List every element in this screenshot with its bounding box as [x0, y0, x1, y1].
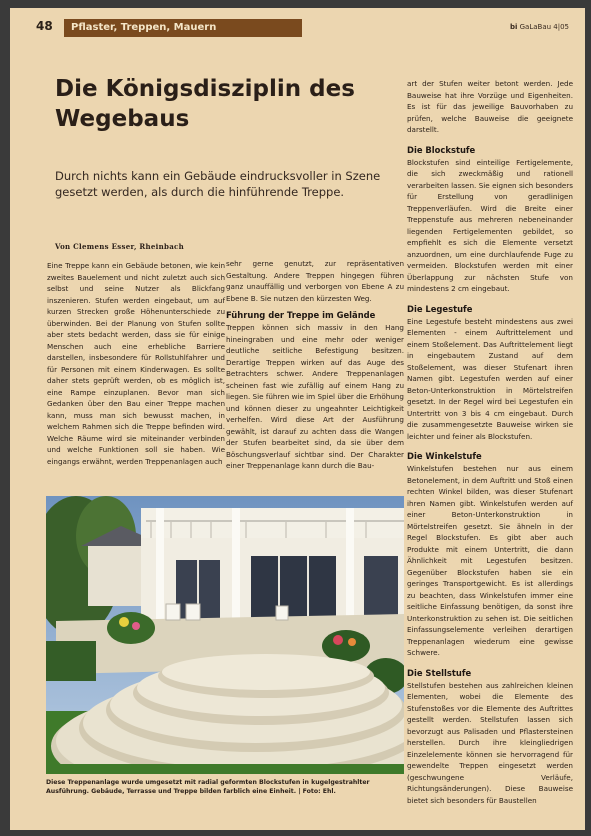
paragraph: Blockstufen sind einteilige Fertigelemente, die sich zweckmäßig und rationell verarbeiten lassen. Sie eignen sich besonders für Erstellung von geradlinigen Treppenverläufen. Wird die Breite einer Treppenstufe aus mehreren nebeneinander liegenden Fertigelementen gebildet, so empfiehlt es sich die Elemente versetzt anzuordnen, um eine durchlaufende Fuge zu vermeiden. Blockstufen werden mit einer Überlappung zur nächsten Stufe von mindestens 2 cm eingebaut. — [407, 157, 573, 293]
villa-stairs-illustration — [46, 496, 404, 774]
subheading: Die Legestufe — [407, 303, 473, 314]
text-column-1 — [47, 260, 225, 467]
column — [346, 508, 354, 633]
text-column-2 — [226, 258, 404, 472]
article-lead: Durch nichts kann ein Gebäude eindrucksvoller in Szene gesetzt werden, als durch die hinführende Treppe. — [55, 169, 381, 199]
magazine-name: GaLaBau 4|05 — [519, 23, 569, 31]
text-column-3 — [407, 78, 573, 806]
chair — [166, 604, 180, 620]
subheading: Führung der Treppe im Gelände — [226, 310, 376, 320]
chair — [276, 606, 288, 620]
article-title: Die Königsdisziplin des Wegebaus — [55, 76, 355, 132]
window — [364, 556, 398, 622]
paragraph: Eine Treppe kann ein Gebäude betonen, wie kein zweites Bauelement und nicht zuletzt auch sich selbst und seine Nutzer als Blickfang inszenieren. Stufen werden eingebaut, um auf kurzen Strecken große Höhenunterschiede zu überwinden. Bei der Planung von Stufen sollte aber stets bedacht werden, dass sie für einige Menschen auch eine erhebliche Barriere darstellen, insbesondere für Rollstuhlfahrer und für Personen mit einem Kinderwagen. Es sollte daher stets geprüft werden, ob es möglich ist, eine Rampe einzuplanen. Bevor man sich Gedanken über den Bau einer Treppe machen kann, muss man sich bewusst machen, in welchem Rahmen sich die Treppe befinden wird. Welche Räume wird sie miteinander verbinden und welche Funktionen soll sie haben. Wie eingangs erwähnt, werden Treppenanlagen auch — [47, 261, 225, 466]
page-number: 48 — [36, 19, 53, 33]
article-byline: Von Clemens Esser, Rheinbach — [55, 242, 185, 251]
article-photo — [46, 496, 404, 774]
section-banner — [64, 19, 302, 37]
shrub — [107, 612, 155, 644]
paragraph: Treppen können sich massiv in den Hang hineingraben und eine mehr oder weniger deutliche seitliche Befestigung besitzen. Derartige Treppen wirken auf das Auge des Betrachters schwer. Andere Treppenanlagen scheinen fast wie zufällig auf einem Hang zu liegen. Sie führen wie im Spiel über die Erhöhung und können dieser zu ungeahnter Leichtigkeit verhelfen. Wird diese Art der Ausführung gewählt, ist darauf zu achten dass die Wangen der Stufen bearbeitet sind, da sie über dem Böschungsverlauf sichtbar sind. Der Charakter einer Treppenanlage kann durch die Bau- — [226, 323, 404, 470]
paragraph: Winkelstufen bestehen nur aus einem Betonelement, in dem Auftritt und Stoß einen rechten Winkel bilden, was dieser Stufenart ihren Namen gibt. Winkelstufen werden auf einer Beton-Unterkonstruktion in Mörtelstreifen gesetzt. Sie ähneln in der Regel Blockstufen. Es gibt aber auch Produkte mit einem Untertritt, die dann Ähnlichkeit mit Legestufen besitzen. Gegenüber Blockstufen haben sie ein geringes Transportgewicht. Es ist allerdings zu beachten, dass Winkelstufen immer eine seitliche Einfassung benötigen, da sonst ihre Unterkonstruktion zu sehen ist. Die seitlichen Einfassungselemente verleihen derartigen Treppenanlagen wiederum eine gewisse Schwere. — [407, 464, 573, 657]
photo-caption: Diese Treppenanlage wurde umgesetzt mit radial geformten Blockstufen in kugelgestrahlter Ausführung. Gebäude, Terrasse und Treppe bilden farblich eine Einheit. | Foto: Ehl. — [46, 779, 370, 795]
magazine-prefix: bi — [509, 23, 518, 31]
section-title: Pflaster, Treppen, Mauern — [71, 22, 217, 33]
subheading: Die Winkelstufe — [407, 451, 482, 461]
magazine-page — [10, 8, 585, 830]
hedge — [46, 641, 96, 681]
window — [251, 556, 336, 622]
subheading: Die Stellstufe — [407, 667, 472, 678]
column — [232, 508, 240, 633]
magazine-issue — [510, 23, 569, 31]
paragraph: Stellstufen bestehen aus zahlreichen kleinen Elementen, wobei die Elemente des Stufenstoßes vor die Elemente des Auftrittes gestellt werden. Stellstufen lassen sich bevorzugt aus Palisaden und Pflastersteinen herstellen. Durch ihre kleingliedrigen Einzelelemente können sie hervorragend für gewendelte Treppen eingesetzt werden (geschwungene Verläufe, Richtungsänderungen). Diese Bauweise bietet sich besonders für Baustellen — [407, 680, 573, 805]
paragraph: art der Stufen weiter betont werden. Jede Bauweise hat ihre Vorzüge und Eigenheiten. Es ist für das jeweilige Bauvorhaben zu prüfen, welche Bauweise die geeignete darstellt. — [407, 79, 573, 134]
subheading: Die Blockstufe — [407, 144, 476, 155]
paragraph: sehr gerne genutzt, zur repräsentativen Gestaltung. Andere Treppen hingegen führen ganz unauffällig und verborgen von Ebene A zu Ebene B. Sie nutzen den kürzesten Weg. — [226, 259, 404, 303]
upper-floor — [141, 508, 404, 538]
paragraph: Eine Legestufe besteht mindestens aus zwei Elementen - einem Auftrittelement und einem Stoßelement. Das Auftrittelement liegt in eingebautem Zustand auf dem Stoßelement, was dieser Stufenart ihren Namen gibt. Legestufen werden auf einer Beton-Unterkonstruktion in Mörtelstreifen gesetzt. In der Regel wird bei Legestufen ein Untertritt von 3 bis 4 cm eingebaut. Durch die zusammengesetzte Bauweise wirken sie leichter und feiner als Blockstufen. — [407, 316, 573, 441]
chair — [186, 604, 200, 620]
column — [156, 508, 164, 633]
shrub — [322, 630, 370, 662]
